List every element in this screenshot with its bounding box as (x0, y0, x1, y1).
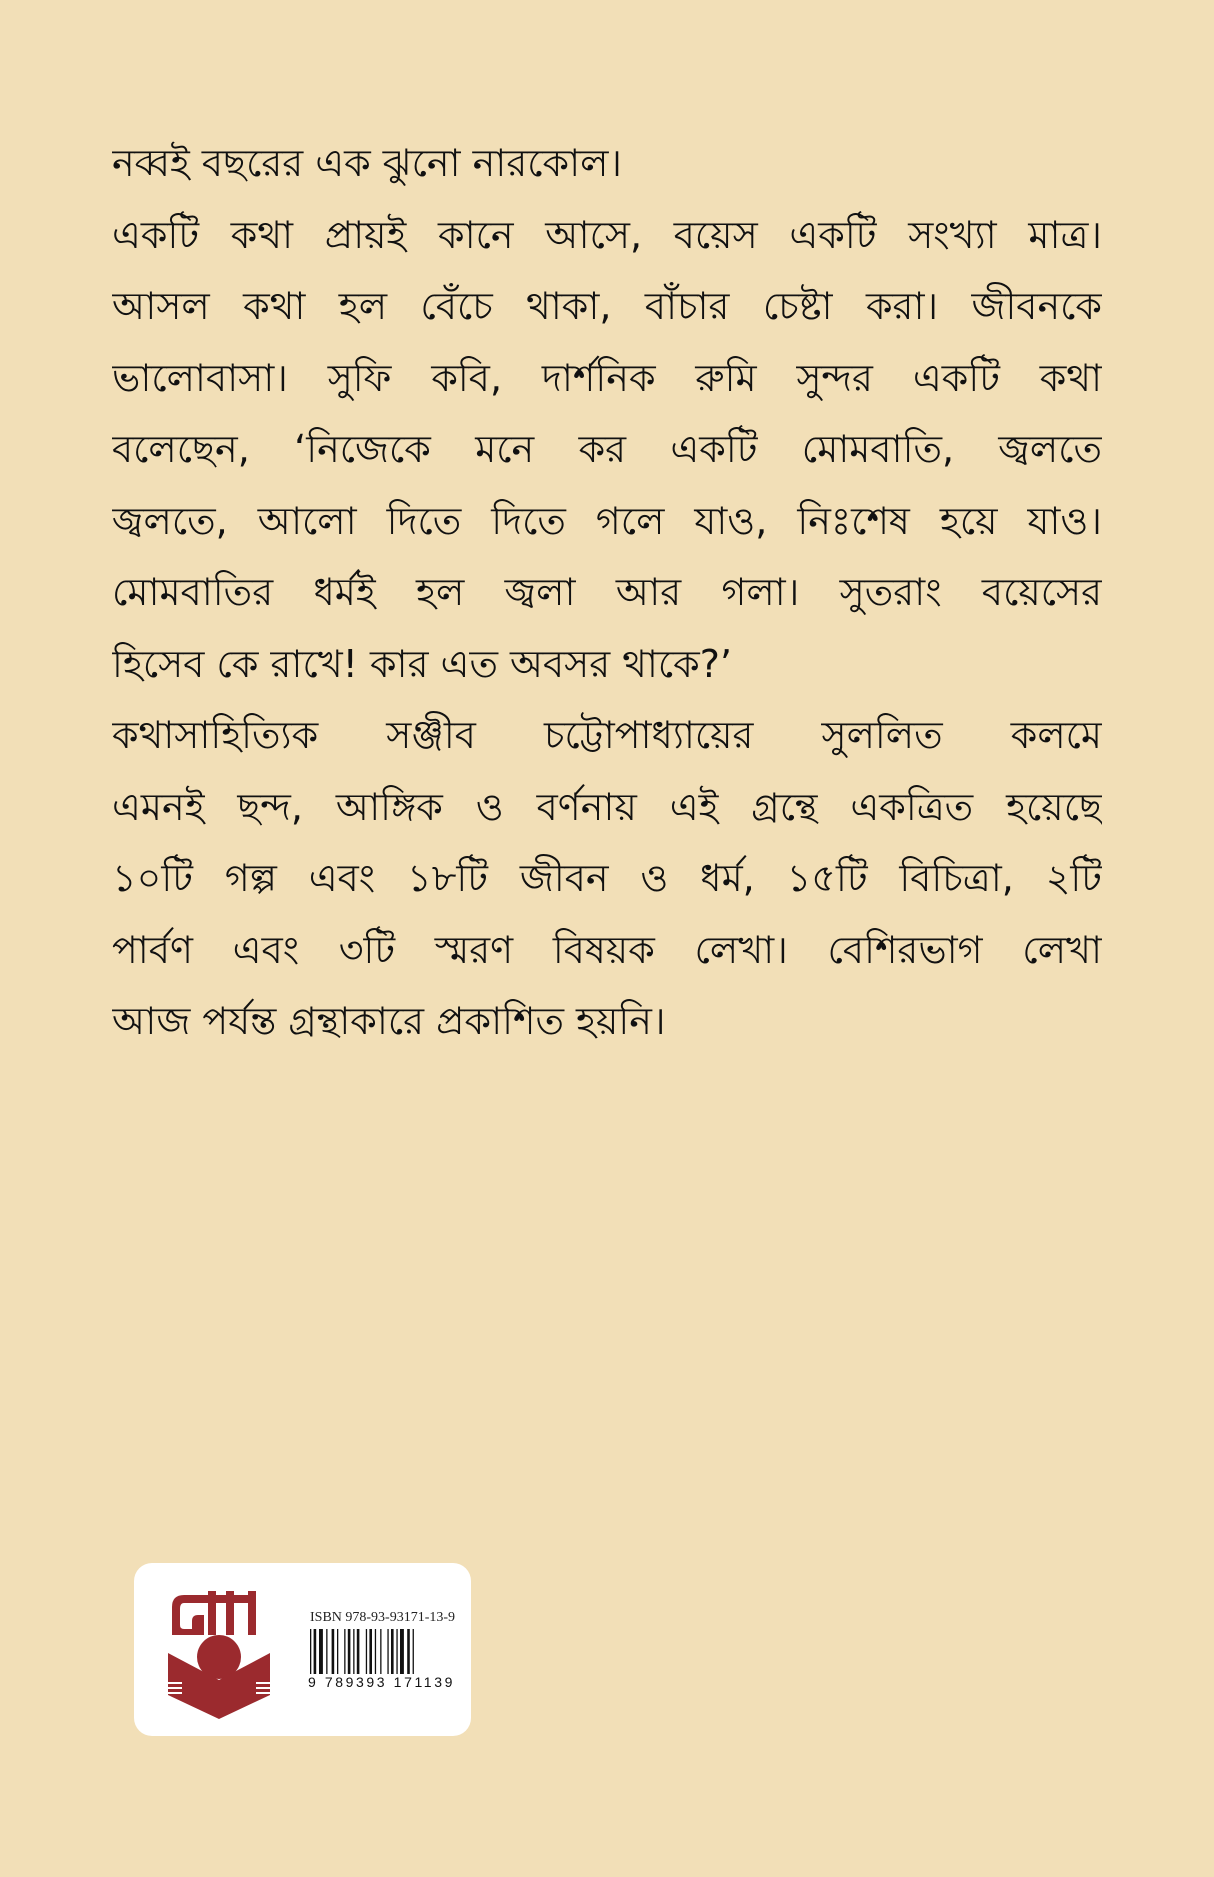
blurb-line: বলেছেন, ‘নিজেকে মনে কর একটি মোমবাতি, জ্বলতে (112, 427, 1102, 471)
blurb-line: হিসেব কে রাখে! কার এত অবসর থাকে?’ (112, 641, 732, 686)
blurb-line: ভালোবাসা। সুফি কবি, দার্শনিক রুমি সুন্দর একটি কথা (112, 355, 1102, 400)
blurb-line: পার্বণ এবং ৩টি স্মরণ বিষয়ক লেখা। বেশিরভাগ লেখা (112, 927, 1102, 972)
blurb-line: কথাসাহিত্যিক সঞ্জীব চট্টোপাধ্যায়ের সুললিত কলমে (112, 713, 1102, 757)
isbn-badge (134, 1563, 471, 1736)
blurb-line: আসল কথা হল বেঁচে থাকা, বাঁচার চেষ্টা করা। জীবনকে (112, 284, 1102, 328)
blurb-line: আজ পর্যন্ত গ্রন্থাকারে প্রকাশিত হয়নি। (112, 999, 666, 1043)
blurb-line: জ্বলতে, আলো দিতে দিতে গলে যাও, নিঃশেষ হয়ে যাও। (112, 498, 1102, 543)
blurb-line: ১০টি গল্প এবং ১৮টি জীবন ও ধর্ম, ১৫টি বিচিত্রা, ২টি (112, 856, 1102, 900)
blurb-line: এমনই ছন্দ, আঙ্গিক ও বর্ণনায় এই গ্রন্থে একত্রিত হয়েছে (112, 784, 1102, 829)
barcode-number: 9 789393 171139 (308, 1674, 455, 1690)
publisher-logo-icon (164, 1585, 274, 1720)
blurb-text (112, 128, 1102, 1058)
blurb-line: একটি কথা প্রায়ই কানে আসে, বয়েস একটি সংখ্যা মাত্র। (112, 212, 1102, 257)
blurb-line: মোমবাতির ধর্মই হল জ্বলা আর গলা। সুতরাং বয়েসের (112, 570, 1102, 614)
blurb-line: নব্বই বছরের এক ঝুনো নারকোল। (112, 141, 622, 185)
isbn-label: ISBN 978-93-93171-13-9 (310, 1610, 456, 1625)
